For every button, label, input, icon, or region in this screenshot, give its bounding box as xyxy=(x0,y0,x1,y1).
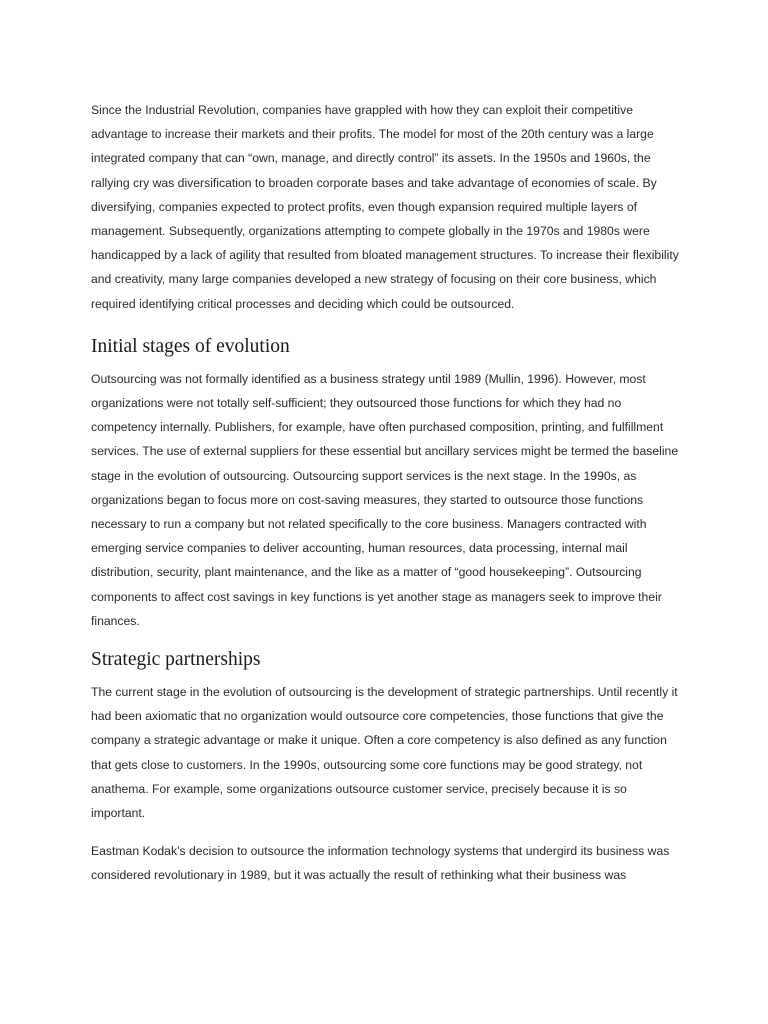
strategic-partnerships-heading: Strategic partnerships xyxy=(91,649,261,671)
initial-stages-paragraph: Outsourcing was not formally identified as a business strategy until 1989 (Mullin, 1996). However, most organizations were not totally self-sufficient; they outsourced those functions for which they had no competency internally. Publishers, for example, have often purchased composition, printing, and fulfillment services. The use of external suppliers for these essential but ancillary services might be termed the baseline stage in the evolution of outsourcing. Outsourcing support services is the next stage. In the 1990s, as organizations began to focus more on cost-saving measures, they started to outsource those functions necessary to run a company but not related specifically to the core business. Managers contracted with emerging service companies to deliver accounting, human resources, data processing, internal mail distribution, security, plant maintenance, and the like as a matter of “good housekeeping”. Outsourcing components to affect cost savings in key functions is yet another stage as managers seek to improve their finances. xyxy=(91,371,679,628)
initial-stages-heading: Initial stages of evolution xyxy=(91,335,290,357)
kodak-paragraph: Eastman Kodak’s decision to outsource the information technology systems that undergird its business was considered revolutionary in 1989, but it was actually the result of rethinking what their business was xyxy=(91,844,670,883)
intro-paragraph: Since the Industrial Revolution, companies have grappled with how they can exploit their competitive advantage to increase their markets and their profits. The model for most of the 20th century was a large integrated company that can “own, manage, and directly control” its assets. In the 1950s and 1960s, the rallying cry was diversification to broaden corporate bases and take advantage of economies of scale. By diversifying, companies expected to protect profits, even though expansion required multiple layers of management. Subsequently, organizations attempting to compete globally in the 1970s and 1980s were handicapped by a lack of agility that resulted from bloated management structures. To increase their flexibility and creativity, many large companies developed a new strategy of focusing on their core business, which required identifying critical processes and deciding which could be outsourced. xyxy=(91,103,679,311)
strategic-partnerships-paragraph: The current stage in the evolution of outsourcing is the development of strategic partnerships. Until recently it had been axiomatic that no organization would outsource core competencies, those functions that give the company a strategic advantage or make it unique. Often a core competency is also defined as any function that gets close to customers. In the 1990s, outsourcing some core functions may be good strategy, not anathema. For example, some organizations outsource customer service, precisely because it is so important. xyxy=(91,685,678,821)
article-body xyxy=(91,98,679,888)
